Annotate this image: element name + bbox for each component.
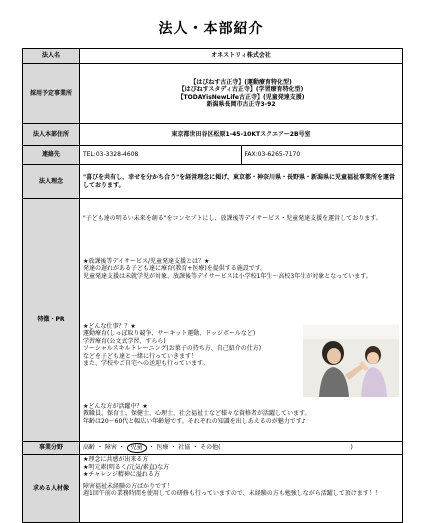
- children-photo: [303, 310, 399, 382]
- philosophy-value: "喜びを共有し、幸せを分かち合う"を経営理念に掲げ、東京都・神奈川県・長野県・新潟県に児童福祉事業所を運営しております。: [80, 165, 403, 199]
- features-staff: ★どんな方が活躍中？★ 教職員、保育士、保健士、心理士、社会福祉士など様々な資格者が活躍しています。 年齢は20～60代と幅広い年齢層です。それぞれの知識を出しあえるのが魅力です♪: [83, 402, 311, 425]
- features-job: ★どんな仕事？？★ 運動療育(しっぽ取り競争、サーキット運動、ドッジボールなど) 学習療育(公文式学習、すらら) ソーシャルスキルトレーニング(お菓子の持ち方、自己紹介の仕方) などを子ども達と一緒に行っていきます！ また、学校やご自宅への送迎も行っています。: [83, 322, 262, 367]
- hq-label: 法人本部住所: [23, 124, 80, 146]
- seeking-label: 求める人材像: [23, 455, 80, 523]
- row-fields: [23, 442, 403, 455]
- features-about: ★放課後等デイサービス/児童発達支援とは？★ 発達の遅れがある子ども達に療育(教育+医療)を提供する施設です。 児童発達支援は未就学児が対象、放課後等デイサービスは小学校1年生～高校3年生が対象となっています。: [83, 257, 372, 280]
- row-corp-name: [23, 49, 403, 64]
- fields-selected: 児童: [127, 443, 147, 453]
- features-intro: "子ども達の明るい未来を創る"をコンセプトにし、放課後等デイサービス・児童発達支援を運営しております。: [83, 215, 382, 222]
- corp-name-value: オネストリィ株式会社: [80, 49, 403, 64]
- facility-line: 【はぴねす古正寺】(運動療育特化型): [190, 78, 292, 86]
- corp-name-label: 法人名: [23, 49, 80, 64]
- seeking-note: 障害福祉未経験の方ばかりです！ 週1回午前の業務時間を使用しての研修も行っていますので、未経験の方も勉強しながら活躍して頂けます！！: [83, 482, 381, 497]
- features-label: 特徴・PR: [23, 199, 80, 442]
- fields-after: ・ 医療 ・ 社協 ・ その他(: [146, 444, 221, 452]
- facility-line: 【はぴねすスタディ古正寺】(学習療育特化型): [178, 86, 304, 93]
- row-facilities: [23, 64, 403, 124]
- philosophy-label: 法人理念: [23, 165, 80, 199]
- contact-label: 連絡先: [23, 146, 80, 165]
- contact-fax: FAX:03-6265-7170: [241, 146, 403, 165]
- facilities-value: [80, 64, 403, 124]
- fields-close: ): [350, 444, 353, 452]
- facility-address: 新潟県長岡市古正寺3-92: [206, 101, 276, 108]
- contact-tel: TEL:03-3328-4608: [80, 146, 242, 165]
- facilities-label: 採用予定事業所: [23, 64, 80, 124]
- row-contact: [23, 146, 403, 165]
- row-features: [23, 199, 403, 442]
- children-photo-image: [303, 325, 399, 397]
- page-title: 法人・本部紹介: [158, 21, 264, 37]
- fields-label: 事業分野: [23, 442, 80, 455]
- profile-table: [22, 48, 403, 523]
- seeking-traits: ★理念に共感が出来る方 ★明元素(明るく/元気/素直)な方 ★チャレンジ精神に溢れる方: [83, 456, 170, 478]
- facility-line: 【TODAYisNewLife古正寺】(児童発達支援): [177, 93, 305, 101]
- row-seeking: [23, 455, 403, 523]
- row-hq: [23, 124, 403, 146]
- features-value: [80, 199, 403, 442]
- seeking-value: [80, 455, 403, 523]
- row-philosophy: [23, 165, 403, 199]
- fields-before: 高齢 ・ 障害 ・: [83, 444, 127, 452]
- fields-value: [80, 442, 403, 455]
- hq-value: 東京都世田谷区松原1-45-10KTスクエアー2B号室: [80, 124, 403, 146]
